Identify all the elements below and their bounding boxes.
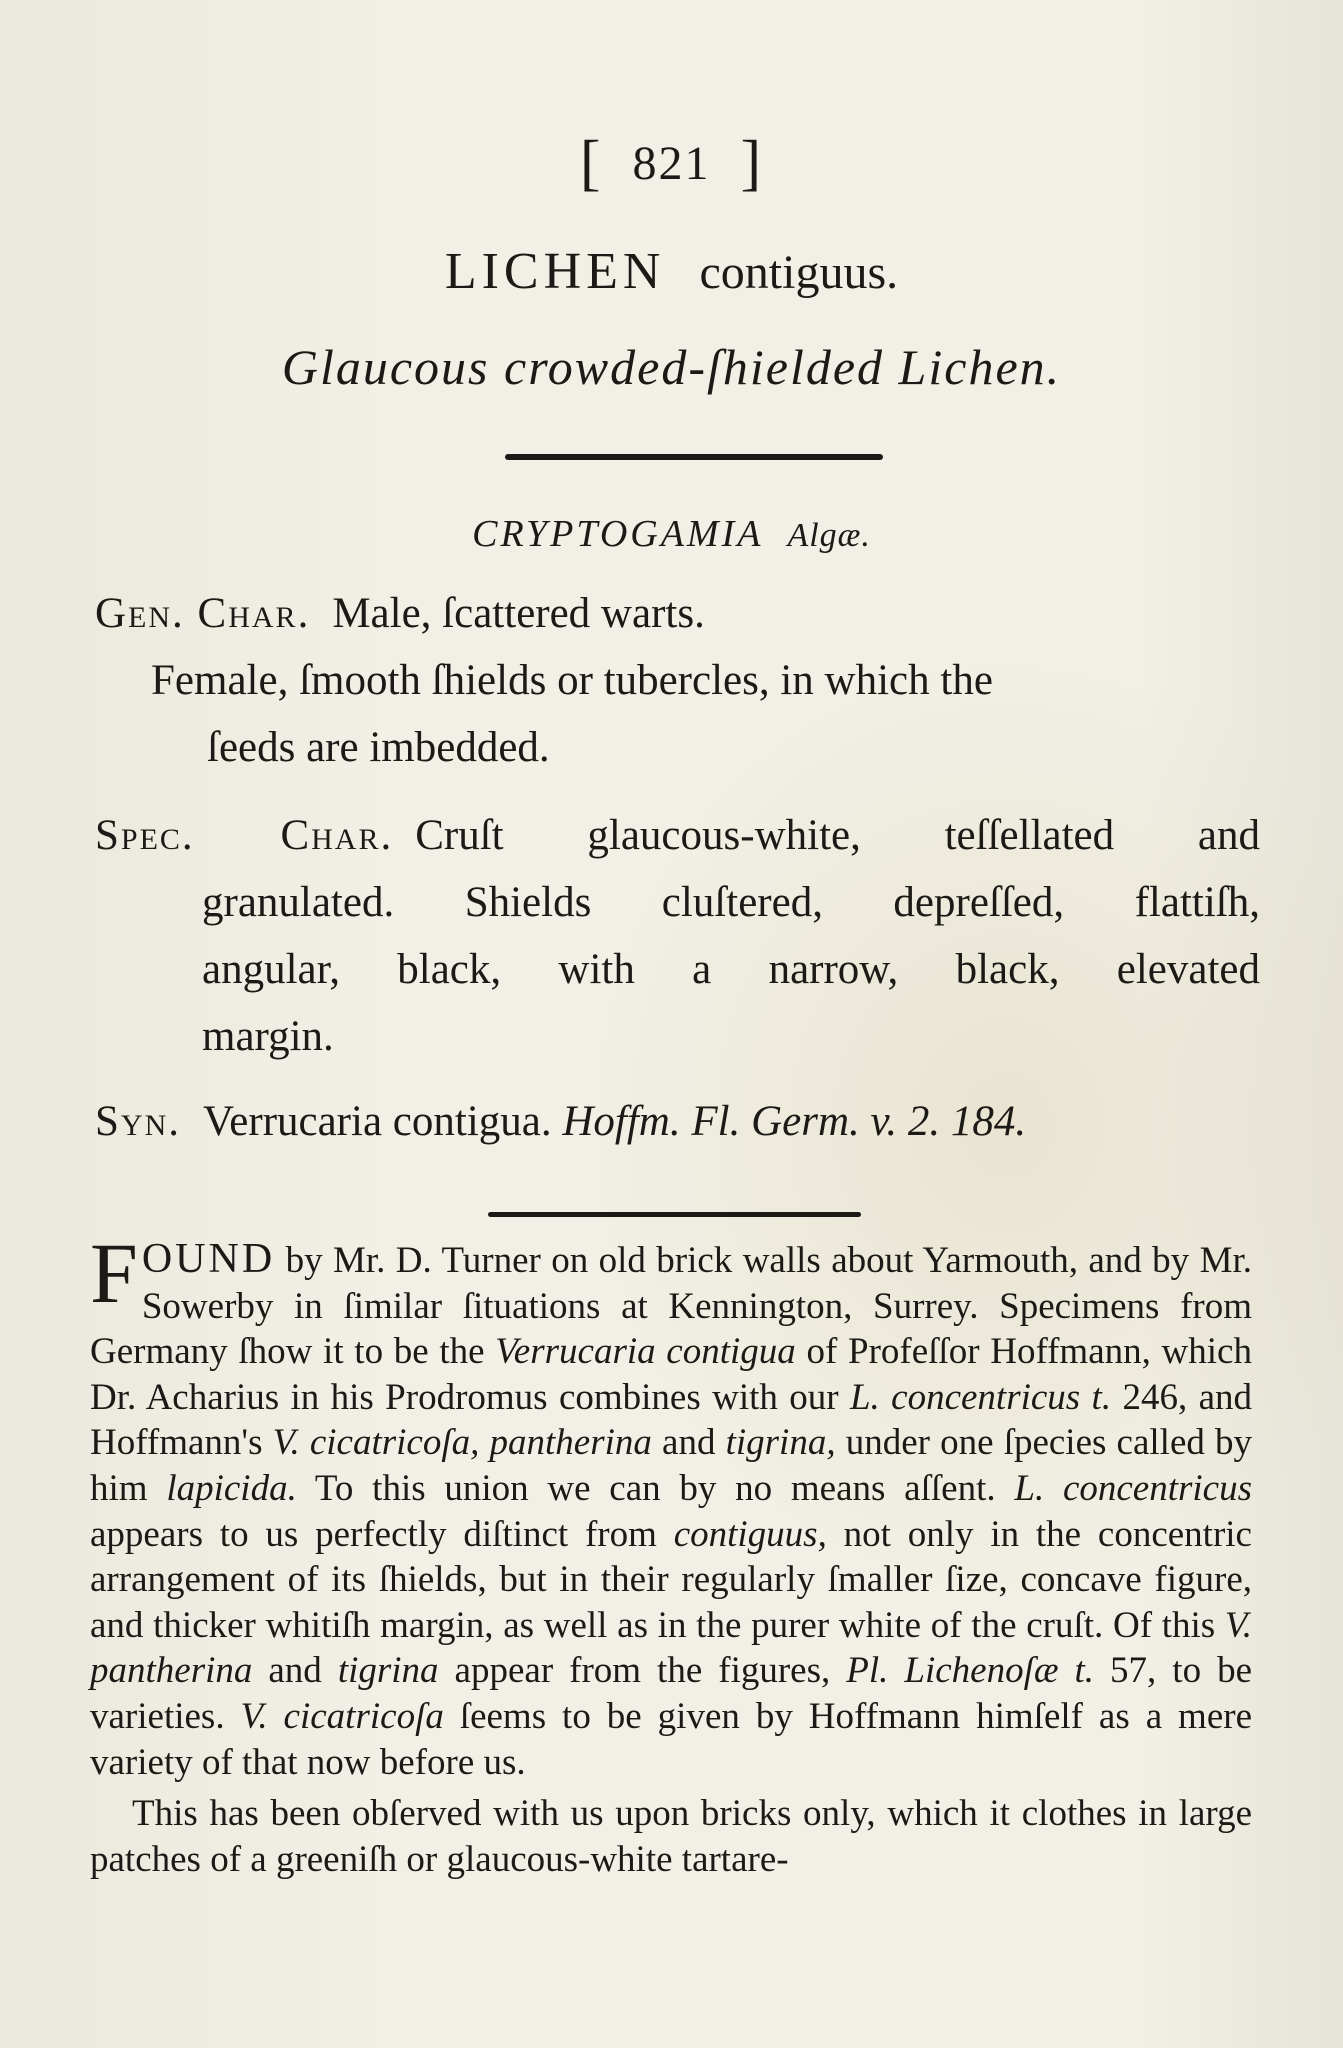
text-run: of Profeſſor Hoffmann, which Dr. Acharius in his Prodromus combines with our: [90, 1331, 1252, 1418]
syn-reference: Hoffm. Fl. Germ. v. 2. 184.: [562, 1098, 1027, 1145]
bracket-close: ]: [740, 129, 764, 197]
species-name: contiguus.: [699, 246, 899, 299]
gen-char-line1: Male, ſcattered warts.: [332, 590, 705, 637]
text-run: by Mr. D. Turner on old brick walls about Yarmouth, and by Mr. Sowerby in ſimilar ſituations at Kennington, Surrey. Specimens from Germany ſhow it to be the: [90, 1240, 1252, 1373]
spec-char-line1: Cruſt glaucous-white, teſſellated and: [415, 812, 1260, 859]
description-text: [90, 1225, 1253, 1882]
syn-label: Syn.: [95, 1098, 181, 1145]
synonym: [95, 1088, 1260, 1155]
spec-char-line3: angular, black, with a narrow, black, elevated: [202, 946, 1260, 993]
italic-run: V. cicatricoſa: [240, 1695, 444, 1737]
common-name: Glaucous crowded-ſhielded Lichen.: [281, 339, 1062, 395]
text-run: appear from the figures,: [438, 1650, 847, 1692]
text-run: appears to us perfectly diſtinct from: [90, 1513, 674, 1555]
italic-run: Pl. Lichenoſæ t.: [846, 1650, 1095, 1692]
italic-run: lapicida.: [166, 1467, 297, 1509]
paragraph-2: This has been obſerved with us upon bricks only, which it clothes in large patches of a greeniſh or glaucous-white tartare-: [90, 1793, 1252, 1880]
bracket-open: [: [579, 129, 603, 197]
lead-word: OUND: [141, 1236, 276, 1282]
syn-text: Verrucaria contigua.: [203, 1098, 552, 1145]
genus-name: LICHEN: [444, 243, 666, 300]
paragraph-1: [90, 1225, 1253, 1785]
page-title: [0, 242, 1343, 301]
specific-character: [95, 802, 1260, 1070]
spec-char-label: Spec. Char.: [95, 812, 394, 859]
divider-rule-2: [488, 1212, 861, 1217]
italic-run: V. pantherina: [90, 1604, 1252, 1692]
text-run: and: [651, 1422, 726, 1464]
spec-char-line4: margin.: [202, 1013, 334, 1060]
text-run: not only in the concentric arrangement of its ſhields, but in their regularly ſmaller ſize, concave figure, and thicker whitiſh margin, as well as in the purer white of the cruſt. Of this: [90, 1513, 1252, 1646]
italic-run: L. concentricus: [1014, 1467, 1252, 1509]
class-name: CRYPTOGAMIA: [472, 513, 764, 555]
italic-run: tigrina: [337, 1650, 439, 1692]
order-name: Algæ.: [787, 517, 871, 554]
divider-rule: [505, 454, 883, 460]
gen-char-label: Gen. Char.: [95, 590, 311, 637]
drop-cap: F: [90, 1225, 138, 1321]
text-run: 246, and Hoffmann's: [90, 1376, 1252, 1464]
gen-char-line3: ſeeds are imbedded.: [207, 724, 550, 771]
text-run: ſeems to be given by Hoffmann himſelf as a mere variety of that now before us.: [90, 1695, 1253, 1783]
text-run: and: [252, 1650, 338, 1692]
gen-char-line2: Female, ſmooth ſhields or tubercles, in which the: [151, 657, 993, 704]
italic-run: contiguus,: [673, 1513, 827, 1555]
italic-run: tigrina,: [725, 1422, 836, 1464]
spec-char-line2: granulated. Shields cluſtered, depreſſed, flattiſh,: [202, 879, 1260, 926]
italic-run: V. cicatricoſa, pantherina: [272, 1422, 652, 1464]
generic-character: [95, 580, 1260, 781]
page-number-header: [0, 128, 1343, 199]
italic-run: Verrucaria contigua: [495, 1331, 796, 1373]
text-run: under one ſpecies called by him: [90, 1422, 1252, 1509]
text-run: 57, to be varieties.: [90, 1650, 1252, 1737]
page-number: 821: [632, 137, 711, 190]
italic-run: L. concentricus t.: [849, 1376, 1112, 1418]
text-run: To this union we can by no means aſſent.: [296, 1467, 1015, 1509]
classification-line: [0, 512, 1343, 556]
